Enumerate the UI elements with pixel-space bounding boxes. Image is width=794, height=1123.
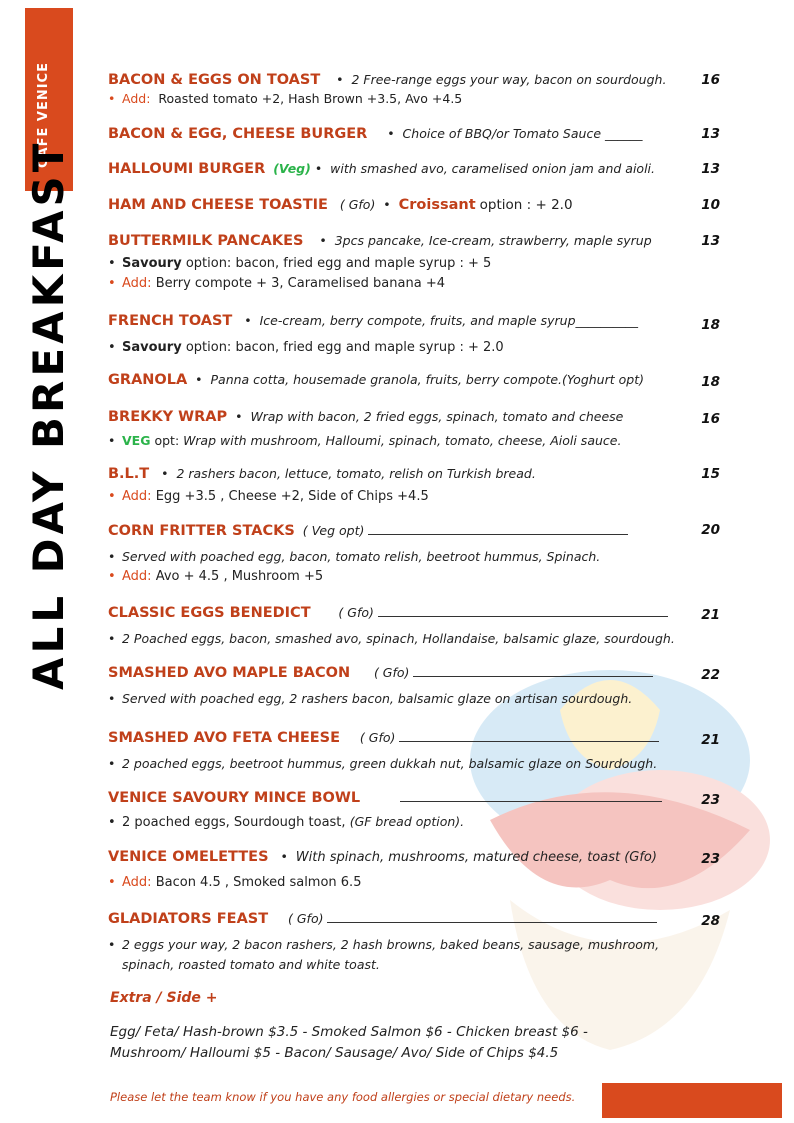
gfo-tag: ( Gfo) bbox=[373, 665, 410, 680]
item-desc: Ice-cream, berry compote, fruits, and maple syrup__________ bbox=[259, 313, 639, 328]
item-price: 21 bbox=[701, 732, 720, 748]
item-name: GRANOLA bbox=[108, 372, 188, 388]
item-price: 13 bbox=[701, 233, 720, 249]
gfo-tag: ( Veg opt) bbox=[302, 523, 365, 538]
add-text: Roasted tomato +2, Hash Brown +3.5, Avo +4.5 bbox=[158, 91, 463, 106]
extra-line: Egg/ Feta/ Hash-brown $3.5 - Smoked Salmon $6 - Chicken breast $6 - bbox=[110, 1024, 588, 1040]
item-desc: Served with poached egg, bacon, tomato relish, beetroot hummus, Spinach. bbox=[122, 549, 601, 564]
item-price: 22 bbox=[701, 667, 720, 683]
gfo-tag: ( Gfo) bbox=[288, 911, 324, 926]
add-text: Avo + 4.5 , Mushroom +5 bbox=[155, 569, 324, 584]
item-desc: 2 poached eggs, Sourdough toast, bbox=[122, 815, 346, 830]
allergy-note: Please let the team know if you have any food allergies or special dietary needs. bbox=[110, 1090, 576, 1104]
item-price: 13 bbox=[701, 161, 720, 177]
menu-item: HAM AND CHEESE TOASTIE ( Gfo) • Croissant option : + 2.0 10 bbox=[108, 197, 720, 213]
item-desc: Choice of BBQ/or Tomato Sauce ______ bbox=[402, 126, 643, 141]
footer-bar bbox=[602, 1083, 782, 1118]
divider-line bbox=[378, 606, 668, 617]
item-desc: with smashed avo, caramelised onion jam and aioli. bbox=[330, 161, 655, 176]
add-label: Add: bbox=[122, 875, 152, 890]
divider-line bbox=[327, 912, 657, 923]
menu-item: VENICE SAVOURY MINCE BOWL 23 • 2 poached eggs, Sourdough toast, (GF bread option). bbox=[108, 790, 720, 830]
item-desc: 3pcs pancake, Ice-cream, strawberry, maple syrup bbox=[334, 233, 652, 248]
menu-item: VENICE OMELETTES • With spinach, mushrooms, matured cheese, toast (Gfo) 23 • Add: Bacon 4.5 , Smoked salmon 6.5 bbox=[108, 849, 720, 890]
item-price: 23 bbox=[701, 851, 720, 867]
menu-item: SMASHED AVO MAPLE BACON ( Gfo) 22 • Served with poached egg, 2 rashers bacon, balsamic glaze on artisan sourdough. bbox=[108, 665, 720, 706]
item-price: 16 bbox=[701, 72, 720, 88]
add-label: Add: bbox=[122, 91, 151, 106]
savoury-text: option: bacon, fried egg and maple syrup : + 5 bbox=[185, 256, 492, 271]
item-desc: option : + 2.0 bbox=[479, 197, 573, 213]
gfo-tag: ( Gfo) bbox=[339, 197, 376, 212]
menu-item: BUTTERMILK PANCAKES • 3pcs pancake, Ice-cream, strawberry, maple syrup 13 • Savoury option: bacon, fried egg and maple syrup : + 5 • Add: Berry compote + 3, Caramelised banana +4 bbox=[108, 233, 720, 291]
item-name: VENICE OMELETTES bbox=[108, 849, 269, 865]
item-desc: Panna cotta, housemade granola, fruits, berry compote.(Yoghurt opt) bbox=[210, 372, 644, 387]
veg-option-text: Wrap with mushroom, Halloumi, spinach, tomato, cheese, Aioli sauce. bbox=[183, 433, 622, 448]
item-desc: 2 poached eggs, beetroot hummus, green dukkah nut, balsamic glaze on Sourdough. bbox=[122, 756, 658, 771]
item-price: 15 bbox=[701, 466, 720, 482]
gfo-tag: ( Gfo) bbox=[338, 605, 374, 620]
add-text: Bacon 4.5 , Smoked salmon 6.5 bbox=[155, 875, 362, 890]
item-price: 21 bbox=[701, 607, 720, 623]
item-desc: 2 rashers bacon, lettuce, tomato, relish on Turkish bread. bbox=[176, 466, 536, 481]
add-label: Add: bbox=[122, 569, 152, 584]
item-name: BUTTERMILK PANCAKES bbox=[108, 233, 304, 249]
item-name: B.L.T bbox=[108, 466, 150, 482]
add-label: Add: bbox=[122, 489, 152, 504]
item-price: 16 bbox=[701, 411, 720, 427]
add-text: Egg +3.5 , Cheese +2, Side of Chips +4.5 bbox=[155, 489, 429, 504]
item-name: HALLOUMI BURGER bbox=[108, 161, 266, 177]
menu-item: CLASSIC EGGS BENEDICT ( Gfo) 21 • 2 Poached eggs, bacon, smashed avo, spinach, Hollandaise, balsamic glaze, sourdough. bbox=[108, 605, 720, 646]
extra-line: Mushroom/ Halloumi $5 - Bacon/ Sausage/ Avo/ Side of Chips $4.5 bbox=[110, 1045, 559, 1061]
divider-line bbox=[413, 666, 653, 677]
menu-item: BACON & EGG, CHEESE BURGER • Choice of BBQ/or Tomato Sauce ______ 13 bbox=[108, 126, 720, 142]
item-price: 23 bbox=[701, 792, 720, 808]
item-desc: 2 Free-range eggs your way, bacon on sourdough. bbox=[351, 72, 667, 87]
item-name: BACON & EGG, CHEESE BURGER bbox=[108, 126, 368, 142]
menu-item: HALLOUMI BURGER (Veg) • with smashed avo, caramelised onion jam and aioli. 13 bbox=[108, 161, 720, 177]
item-price: 18 bbox=[701, 317, 720, 333]
menu-item: BREKKY WRAP • Wrap with bacon, 2 fried eggs, spinach, tomato and cheese 16 • VEG opt: Wrap with mushroom, Halloumi, spinach, tomato, cheese, Aioli sauce. bbox=[108, 409, 720, 448]
savoury-text: option: bacon, fried egg and maple syrup : + 2.0 bbox=[185, 340, 504, 355]
item-name: CLASSIC EGGS BENEDICT bbox=[108, 605, 311, 621]
item-price: 20 bbox=[701, 522, 720, 538]
croissant-option: Croissant bbox=[398, 197, 476, 213]
item-price: 13 bbox=[701, 126, 720, 142]
savoury-label: Savoury bbox=[122, 256, 182, 271]
item-name: BREKKY WRAP bbox=[108, 409, 228, 425]
item-name: SMASHED AVO FETA CHEESE bbox=[108, 730, 341, 746]
item-desc: Wrap with bacon, 2 fried eggs, spinach, tomato and cheese bbox=[250, 409, 624, 424]
item-name: HAM AND CHEESE TOASTIE bbox=[108, 197, 328, 213]
menu-item: BACON & EGGS ON TOAST • 2 Free-range eggs your way, bacon on sourdough. 16 • Add: Roasted tomato +2, Hash Brown +3.5, Avo +4.5 bbox=[108, 72, 720, 106]
item-name: CORN FRITTER STACKS bbox=[108, 523, 295, 539]
extra-heading: Extra / Side + bbox=[110, 990, 218, 1006]
item-desc: Served with poached egg, 2 rashers bacon, balsamic glaze on artisan sourdough. bbox=[122, 691, 633, 706]
veg-tag: (Veg) bbox=[273, 161, 311, 176]
menu-item: B.L.T • 2 rashers bacon, lettuce, tomato, relish on Turkish bread. 15 • Add: Egg +3.5 , Cheese +2, Side of Chips +4.5 bbox=[108, 466, 720, 504]
item-desc-continued: spinach, roasted tomato and white toast. bbox=[122, 957, 380, 972]
brand-name: CAFE VENICE bbox=[36, 62, 51, 168]
item-name: SMASHED AVO MAPLE BACON bbox=[108, 665, 351, 681]
gf-bread-option: (GF bread option). bbox=[349, 814, 465, 829]
item-name: BACON & EGGS ON TOAST bbox=[108, 72, 321, 88]
veg-label: VEG bbox=[122, 433, 151, 448]
add-label: Add: bbox=[122, 276, 152, 291]
gfo-tag: ( Gfo) bbox=[359, 730, 396, 745]
item-name: GLADIATORS FEAST bbox=[108, 911, 269, 927]
menu-item: CORN FRITTER STACKS ( Veg opt) 20 • Served with poached egg, bacon, tomato relish, beetroot hummus, Spinach. • Add: Avo + 4.5 , Mushroom +5 bbox=[108, 522, 720, 584]
extra-list bbox=[110, 1022, 670, 1064]
opt-label: opt: bbox=[154, 433, 180, 448]
menu-item: GRANOLA • Panna cotta, housemade granola, fruits, berry compote.(Yoghurt opt) 18 bbox=[108, 372, 720, 390]
item-price: 28 bbox=[701, 913, 720, 929]
savoury-label: Savoury bbox=[122, 340, 182, 355]
item-name: FRENCH TOAST bbox=[108, 313, 233, 329]
item-desc: 2 Poached eggs, bacon, smashed avo, spinach, Hollandaise, balsamic glaze, sourdough. bbox=[122, 631, 675, 646]
add-text: Berry compote + 3, Caramelised banana +4 bbox=[155, 276, 445, 291]
divider-line bbox=[399, 731, 659, 742]
menu-title: ALL DAY BREAKFAST bbox=[24, 139, 73, 690]
item-price: 10 bbox=[701, 197, 720, 213]
item-desc: 2 eggs your way, 2 bacon rashers, 2 hash browns, baked beans, sausage, mushroom, bbox=[122, 937, 660, 952]
menu-item: GLADIATORS FEAST ( Gfo) 28 • 2 eggs your way, 2 bacon rashers, 2 hash browns, baked beans, sausage, mushroom, spinach, roasted tomato and white toast. bbox=[108, 911, 720, 972]
divider-line bbox=[400, 791, 662, 802]
menu-item: SMASHED AVO FETA CHEESE ( Gfo) 21 • 2 poached eggs, beetroot hummus, green dukkah nut, balsamic glaze on Sourdough. bbox=[108, 730, 720, 771]
menu-item: FRENCH TOAST • Ice-cream, berry compote, fruits, and maple syrup__________ 18 • Savoury option: bacon, fried egg and maple syrup : + 2.0 bbox=[108, 313, 720, 355]
divider-line bbox=[368, 524, 628, 535]
item-price: 18 bbox=[701, 374, 720, 390]
item-desc: With spinach, mushrooms, matured cheese, toast (Gfo) bbox=[295, 850, 657, 865]
item-name: VENICE SAVOURY MINCE BOWL bbox=[108, 790, 361, 806]
